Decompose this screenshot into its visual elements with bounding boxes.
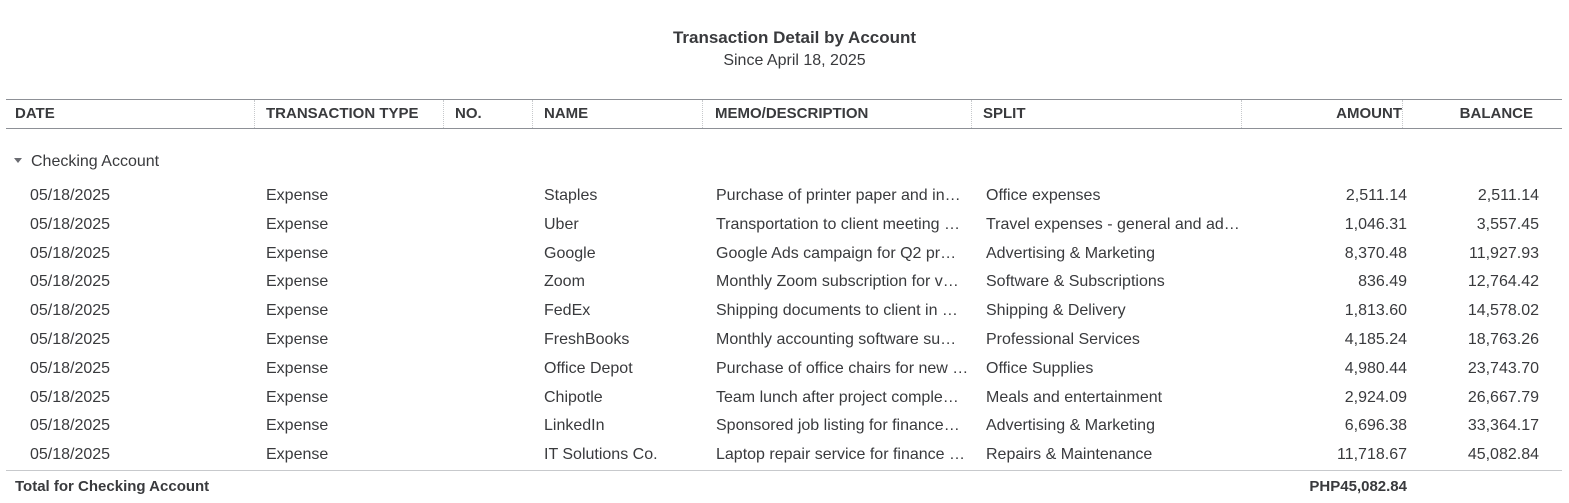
cell-num [455, 326, 535, 355]
table-row[interactable] [0, 441, 1569, 470]
cell-balance: 14,578.02 [1467, 302, 1539, 320]
table-row[interactable] [0, 326, 1569, 355]
cell-date: 05/18/2025 [30, 273, 111, 291]
cell-amount[interactable]: 4,185.24 [1344, 330, 1407, 348]
table-row[interactable] [0, 384, 1569, 413]
transaction-rows [0, 182, 1569, 470]
cell-memo: Purchase of office chairs for new … [716, 359, 969, 377]
cell-memo: Monthly accounting software su… [716, 330, 957, 348]
cell-memo: Google Ads campaign for Q2 pr… [716, 244, 957, 262]
report-subtitle: Since April 18, 2025 [723, 52, 866, 69]
cell-num [455, 182, 535, 211]
cell-split: Office expenses [986, 187, 1101, 204]
cell-name: IT Solutions Co. [544, 446, 658, 464]
caret-down-icon[interactable] [14, 158, 22, 163]
cell-split: Shipping & Delivery [986, 302, 1126, 320]
report-table [6, 99, 1562, 129]
cell-split: Advertising & Marketing [986, 417, 1155, 435]
cell-date: 05/18/2025 [30, 244, 111, 262]
cell-balance: 11,927.93 [1469, 244, 1539, 262]
cell-transaction-type[interactable]: Expense [266, 359, 329, 377]
cell-amount[interactable]: 8,370.48 [1344, 244, 1407, 262]
cell-memo: Sponsored job listing for finance… [716, 417, 960, 435]
cell-split: Advertising & Marketing [986, 244, 1155, 262]
cell-memo: Team lunch after project comple… [716, 388, 959, 406]
cell-date: 05/18/2025 [30, 187, 111, 204]
cell-name: Staples [544, 187, 598, 204]
cell-balance: 23,743.70 [1467, 359, 1539, 377]
total-row [0, 476, 1569, 498]
cell-memo: Transportation to client meeting … [716, 215, 960, 233]
table-row[interactable] [0, 297, 1569, 326]
column-header-transaction-type[interactable]: TRANSACTION TYPE [257, 100, 444, 128]
cell-amount[interactable]: 6,696.38 [1344, 417, 1407, 435]
total-label: Total for Checking Account [15, 478, 210, 495]
cell-name: LinkedIn [544, 417, 605, 435]
table-row[interactable] [0, 182, 1569, 211]
cell-amount[interactable]: 11,718.67 [1337, 446, 1407, 464]
table-row[interactable] [0, 211, 1569, 240]
section-toggle-checking-account[interactable] [14, 151, 159, 173]
cell-split: Repairs & Maintenance [986, 446, 1153, 464]
cell-balance: 18,763.26 [1467, 330, 1539, 348]
cell-num [455, 297, 535, 326]
report-title: Transaction Detail by Account [672, 28, 917, 47]
cell-balance: 26,667.79 [1467, 388, 1539, 406]
table-row[interactable] [0, 412, 1569, 441]
cell-num [455, 240, 535, 269]
cell-amount[interactable]: 2,511.14 [1345, 187, 1407, 204]
table-header [6, 99, 1562, 129]
cell-memo: Shipping documents to client in … [716, 302, 958, 320]
cell-date: 05/18/2025 [30, 446, 111, 464]
column-header-name[interactable]: NAME [535, 100, 703, 128]
cell-num [455, 355, 535, 384]
cell-transaction-type[interactable]: Expense [266, 330, 329, 348]
column-header-date[interactable]: DATE [6, 100, 255, 128]
cell-transaction-type[interactable]: Expense [266, 417, 329, 435]
cell-split: Office Supplies [986, 359, 1094, 377]
cell-name: FedEx [544, 302, 591, 320]
cell-num [455, 441, 535, 470]
cell-date: 05/18/2025 [30, 215, 111, 233]
cell-amount[interactable]: 836.49 [1358, 273, 1407, 291]
cell-num [455, 384, 535, 413]
cell-transaction-type[interactable]: Expense [266, 446, 329, 464]
cell-date: 05/18/2025 [30, 417, 111, 435]
total-amount[interactable]: PHP45,082.84 [1309, 478, 1407, 495]
cell-split: Professional Services [986, 330, 1140, 348]
column-header-num[interactable]: NO. [446, 100, 533, 128]
cell-name: FreshBooks [544, 330, 630, 348]
cell-memo: Monthly Zoom subscription for v… [716, 273, 959, 291]
column-header-split[interactable]: SPLIT [974, 100, 1242, 128]
section-label: Checking Account [31, 153, 160, 170]
cell-amount[interactable]: 2,924.09 [1344, 388, 1407, 406]
cell-date: 05/18/2025 [30, 359, 111, 377]
cell-balance: 2,511.14 [1477, 187, 1539, 204]
cell-amount[interactable]: 1,813.60 [1344, 302, 1407, 320]
table-row[interactable] [0, 240, 1569, 269]
cell-balance: 12,764.42 [1467, 273, 1539, 291]
cell-balance: 33,364.17 [1467, 417, 1539, 435]
cell-date: 05/18/2025 [30, 302, 111, 320]
cell-transaction-type[interactable]: Expense [266, 187, 329, 204]
cell-amount[interactable]: 4,980.44 [1344, 359, 1407, 377]
cell-balance: 45,082.84 [1467, 446, 1539, 464]
cell-transaction-type[interactable]: Expense [266, 244, 329, 262]
cell-transaction-type[interactable]: Expense [266, 388, 329, 406]
cell-name: Chipotle [544, 388, 603, 406]
cell-name: Uber [544, 215, 579, 233]
cell-name: Zoom [544, 273, 585, 291]
column-header-balance[interactable]: BALANCE [1459, 105, 1533, 122]
cell-date: 05/18/2025 [30, 330, 111, 348]
cell-date: 05/18/2025 [30, 388, 111, 406]
cell-num [455, 412, 535, 441]
total-divider [6, 470, 1562, 471]
cell-name: Office Depot [544, 359, 633, 377]
cell-num [455, 211, 535, 240]
cell-transaction-type[interactable]: Expense [266, 302, 329, 320]
cell-split: Meals and entertainment [986, 388, 1163, 406]
column-header-memo[interactable]: MEMO/DESCRIPTION [705, 100, 972, 128]
cell-memo: Purchase of printer paper and in… [716, 187, 961, 204]
cell-memo: Laptop repair service for finance … [716, 446, 966, 464]
cell-name: Google [544, 244, 596, 262]
cell-split: Software & Subscriptions [986, 273, 1165, 291]
cell-amount[interactable]: 1,046.31 [1344, 215, 1407, 233]
report-header [0, 27, 1569, 73]
cell-num [455, 268, 535, 297]
cell-transaction-type[interactable]: Expense [266, 273, 329, 291]
table-row[interactable] [0, 268, 1569, 297]
cell-transaction-type[interactable]: Expense [266, 215, 329, 233]
cell-balance: 3,557.45 [1476, 215, 1539, 233]
cell-split: Travel expenses - general and ad… [986, 215, 1240, 233]
column-header-amount[interactable]: AMOUNT [1244, 100, 1403, 128]
table-row[interactable] [0, 355, 1569, 384]
